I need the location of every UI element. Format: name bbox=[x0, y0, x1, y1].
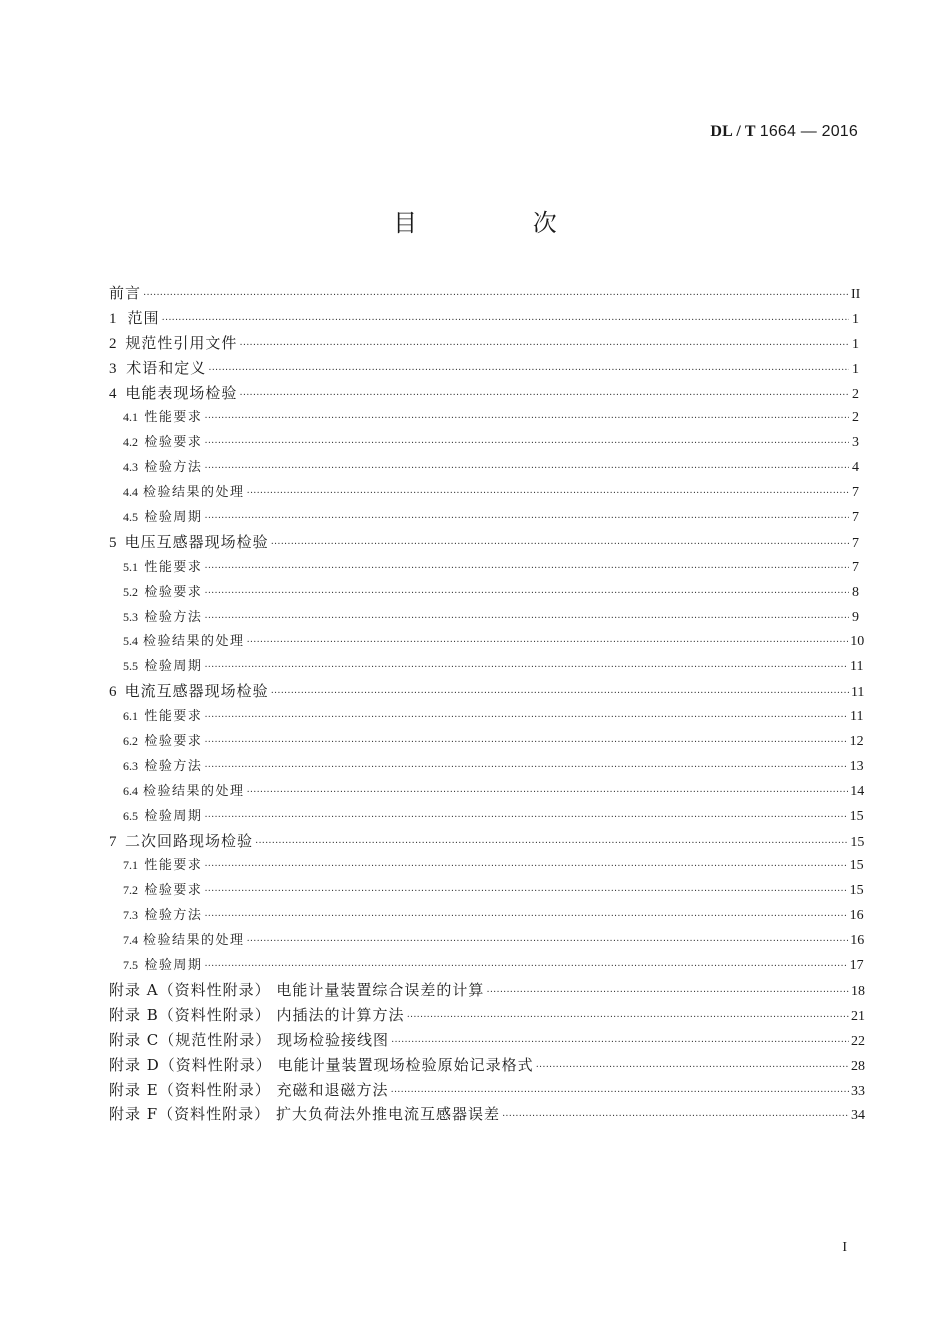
toc-leader-dots bbox=[204, 853, 847, 880]
toc-entry[interactable] bbox=[109, 381, 859, 406]
toc-entry-label: 检验方法 bbox=[144, 758, 203, 774]
document-code-prefix: DL / T bbox=[710, 123, 760, 140]
toc-entry-page: 11 bbox=[850, 709, 864, 725]
toc-entry[interactable] bbox=[109, 978, 865, 1003]
toc-leader-dots bbox=[246, 779, 848, 806]
toc-entry[interactable] bbox=[109, 704, 864, 729]
toc-entry-label: 附录 E（资料性附录） 充磁和退磁方法 bbox=[109, 1080, 389, 1099]
toc-leader-dots bbox=[204, 430, 849, 457]
toc-entry-number: 7.3 bbox=[123, 908, 138, 923]
toc-entry-label: 检验方法 bbox=[144, 609, 203, 625]
toc-entry-page: 7 bbox=[852, 535, 859, 551]
toc-leader-dots bbox=[407, 1004, 849, 1031]
toc-entry-label: 检验结果的处理 bbox=[142, 634, 245, 650]
toc-leader-dots bbox=[391, 1029, 849, 1056]
toc-entry-page: 8 bbox=[852, 584, 859, 600]
toc-entry[interactable] bbox=[109, 679, 865, 704]
toc-entry-page: 11 bbox=[850, 685, 865, 701]
toc-entry-number: 5.1 bbox=[123, 559, 138, 574]
toc-leader-dots bbox=[246, 928, 848, 955]
toc-entry-number: 4.3 bbox=[123, 460, 138, 475]
toc-entry-label: 附录 D（资料性附录） 电能计量装置现场检验原始记录格式 bbox=[109, 1055, 534, 1074]
toc-entry[interactable] bbox=[109, 356, 859, 381]
toc-entry-page: 15 bbox=[849, 883, 864, 899]
toc-entry[interactable] bbox=[109, 530, 859, 555]
toc-entry-number: 6.3 bbox=[123, 758, 138, 773]
toc-entry[interactable] bbox=[109, 580, 859, 605]
toc-entry-number: 6.5 bbox=[123, 808, 138, 823]
toc-entry-page: 11 bbox=[850, 659, 864, 675]
toc-entry-number: 7.5 bbox=[123, 958, 138, 973]
toc-entry-page: II bbox=[851, 287, 861, 302]
toc-entry[interactable] bbox=[109, 754, 864, 779]
toc-entry[interactable] bbox=[109, 1003, 865, 1028]
toc-entry-label: 性能要求 bbox=[144, 559, 203, 575]
toc-leader-dots bbox=[204, 405, 849, 432]
toc-entry[interactable] bbox=[109, 306, 859, 331]
toc-entry[interactable] bbox=[109, 555, 859, 580]
toc-entry[interactable] bbox=[109, 455, 859, 480]
toc-entry-label: 性能要求 bbox=[144, 410, 203, 426]
toc-leader-dots bbox=[239, 332, 849, 359]
toc-entry-page: 2 bbox=[852, 386, 859, 402]
toc-entry-label: 附录 C（规范性附录） 现场检验接线图 bbox=[109, 1030, 390, 1049]
toc-entry-label: 范围 bbox=[127, 308, 160, 327]
toc-entry-label: 检验要求 bbox=[144, 584, 203, 600]
toc-entry-page: 9 bbox=[852, 609, 859, 625]
toc-entry-number: 1 bbox=[109, 310, 117, 327]
toc-entry-number: 6.4 bbox=[123, 783, 138, 798]
toc-leader-dots bbox=[204, 804, 847, 831]
toc-entry-page: 10 bbox=[850, 634, 865, 650]
toc-entry[interactable] bbox=[109, 878, 864, 903]
toc-entry-number: 3 bbox=[109, 360, 117, 377]
toc-entry-page: 21 bbox=[851, 1008, 865, 1024]
toc-leader-dots bbox=[239, 382, 849, 409]
toc-entry-page: 14 bbox=[850, 783, 865, 799]
toc-entry-label: 前言 bbox=[109, 284, 142, 302]
toc-entry[interactable] bbox=[109, 281, 859, 306]
toc-entry-label: 电流互感器现场检验 bbox=[124, 682, 269, 701]
toc-entry-number: 6.2 bbox=[123, 734, 138, 749]
toc-entry[interactable] bbox=[109, 1078, 865, 1103]
toc-entry-page: 7 bbox=[852, 485, 859, 501]
toc-entry-label: 检验周期 bbox=[144, 958, 203, 974]
toc-leader-dots bbox=[204, 555, 849, 582]
toc-entry[interactable] bbox=[109, 903, 864, 928]
toc-entry[interactable] bbox=[109, 331, 859, 356]
toc-leader-dots bbox=[204, 754, 847, 781]
toc-entry-page: 17 bbox=[849, 958, 864, 974]
toc-entry-label: 检验要求 bbox=[144, 734, 203, 750]
toc-entry-number: 7 bbox=[109, 833, 117, 850]
toc-entry[interactable] bbox=[109, 729, 864, 754]
toc-entry-page: 18 bbox=[851, 983, 865, 999]
toc-entry-page: 22 bbox=[851, 1033, 865, 1049]
toc-entry-page: 3 bbox=[852, 435, 859, 451]
toc-leader-dots bbox=[246, 480, 849, 507]
toc-entry-page: 16 bbox=[850, 933, 865, 949]
toc-entry-label: 术语和定义 bbox=[126, 358, 207, 377]
toc-entry[interactable] bbox=[109, 629, 865, 654]
toc-leader-dots bbox=[486, 979, 849, 1006]
toc-entry[interactable] bbox=[109, 953, 864, 978]
toc-entry-label: 附录 B（资料性附录） 内插法的计算方法 bbox=[109, 1005, 405, 1024]
toc-entry-label: 性能要求 bbox=[144, 709, 203, 725]
toc-leader-dots bbox=[502, 1103, 849, 1130]
table-of-contents bbox=[109, 281, 865, 1127]
toc-entry-number: 7.1 bbox=[123, 858, 138, 873]
toc-entry-page: 2 bbox=[852, 410, 859, 426]
toc-entry-number: 6 bbox=[109, 684, 117, 701]
toc-entry-label: 检验结果的处理 bbox=[142, 783, 245, 799]
toc-leader-dots bbox=[204, 729, 847, 756]
toc-leader-dots bbox=[204, 605, 849, 632]
toc-entry-page: 34 bbox=[851, 1108, 865, 1124]
toc-entry-label: 检验要求 bbox=[144, 435, 203, 451]
toc-entry-number: 4.4 bbox=[123, 485, 138, 500]
toc-entry-label: 检验方法 bbox=[144, 460, 203, 476]
toc-entry-label: 附录 A（资料性附录） 电能计量装置综合误差的计算 bbox=[109, 980, 485, 999]
toc-entry-page: 1 bbox=[852, 311, 859, 327]
toc-entry-page: 1 bbox=[852, 361, 859, 377]
toc-entry[interactable] bbox=[109, 654, 864, 679]
toc-entry-number: 5.2 bbox=[123, 584, 138, 599]
toc-leader-dots bbox=[204, 903, 847, 930]
document-code bbox=[710, 123, 858, 141]
toc-entry-page: 16 bbox=[849, 908, 864, 924]
toc-entry-label: 性能要求 bbox=[144, 858, 203, 874]
toc-entry-label: 检验方法 bbox=[144, 908, 203, 924]
toc-entry-number: 5.4 bbox=[123, 634, 138, 649]
toc-entry-label: 检验周期 bbox=[144, 510, 203, 526]
toc-entry[interactable] bbox=[109, 804, 864, 829]
toc-leader-dots bbox=[204, 953, 847, 980]
toc-entry-label: 电能表现场检验 bbox=[125, 383, 238, 402]
toc-entry-page: 15 bbox=[849, 858, 864, 874]
toc-entry-number: 4.5 bbox=[123, 510, 138, 525]
toc-entry[interactable] bbox=[109, 605, 859, 630]
toc-leader-dots bbox=[204, 878, 847, 905]
document-code-number: 1664 — 2016 bbox=[759, 123, 858, 140]
toc-entry-page: 1 bbox=[852, 336, 859, 352]
toc-entry-number: 4 bbox=[109, 385, 117, 402]
toc-entry-number: 5.3 bbox=[123, 609, 138, 624]
toc-entry[interactable] bbox=[109, 480, 859, 505]
toc-entry[interactable] bbox=[109, 1053, 865, 1078]
toc-leader-dots bbox=[204, 505, 849, 532]
toc-entry-page: 13 bbox=[849, 758, 864, 774]
toc-leader-dots bbox=[204, 580, 849, 607]
toc-entry-label: 电压互感器现场检验 bbox=[124, 532, 269, 551]
toc-entry-number: 6.1 bbox=[123, 709, 138, 724]
toc-entry[interactable] bbox=[109, 928, 865, 953]
toc-entry[interactable] bbox=[109, 779, 865, 804]
toc-entry-label: 检验周期 bbox=[144, 659, 203, 675]
toc-title: 目 次 bbox=[393, 209, 611, 237]
toc-entry-page: 7 bbox=[852, 559, 859, 575]
toc-entry[interactable] bbox=[109, 853, 864, 878]
toc-entry[interactable] bbox=[109, 1102, 865, 1127]
toc-leader-dots bbox=[143, 282, 849, 309]
toc-entry-number: 5.5 bbox=[123, 659, 138, 674]
toc-leader-dots bbox=[536, 1054, 849, 1081]
toc-leader-dots bbox=[204, 704, 848, 731]
toc-entry-page: 15 bbox=[849, 808, 864, 824]
toc-leader-dots bbox=[208, 357, 849, 384]
toc-leader-dots bbox=[204, 654, 848, 681]
toc-leader-dots bbox=[391, 1079, 850, 1106]
toc-entry-page: 28 bbox=[851, 1058, 865, 1074]
toc-entry-label: 检验要求 bbox=[144, 883, 203, 899]
toc-leader-dots bbox=[271, 680, 849, 707]
toc-leader-dots bbox=[162, 307, 849, 334]
toc-leader-dots bbox=[271, 531, 849, 558]
toc-entry-number: 5 bbox=[109, 534, 117, 551]
toc-leader-dots bbox=[204, 455, 849, 482]
toc-entry[interactable] bbox=[109, 405, 859, 430]
toc-entry-number: 2 bbox=[109, 335, 117, 352]
toc-entry-page: 15 bbox=[850, 834, 865, 850]
toc-entry[interactable] bbox=[109, 505, 859, 530]
toc-entry-page: 33 bbox=[851, 1083, 865, 1099]
toc-entry-label: 检验结果的处理 bbox=[142, 485, 245, 501]
toc-entry-label: 附录 F（资料性附录） 扩大负荷法外推电流互感器误差 bbox=[109, 1105, 500, 1124]
toc-entry-page: 4 bbox=[852, 460, 859, 476]
toc-entry[interactable] bbox=[109, 430, 859, 455]
page-number: I bbox=[842, 1240, 847, 1255]
toc-entry-page: 7 bbox=[852, 510, 859, 526]
toc-entry-label: 规范性引用文件 bbox=[125, 333, 238, 352]
toc-entry-number: 4.2 bbox=[123, 435, 138, 450]
toc-entry-number: 7.4 bbox=[123, 933, 138, 948]
toc-entry-number: 7.2 bbox=[123, 883, 138, 898]
toc-entry-label: 检验结果的处理 bbox=[142, 933, 245, 949]
toc-entry[interactable] bbox=[109, 829, 865, 854]
toc-entry-label: 二次回路现场检验 bbox=[124, 831, 253, 850]
toc-entry-number: 4.1 bbox=[123, 410, 138, 425]
toc-leader-dots bbox=[255, 830, 848, 857]
toc-entry-page: 12 bbox=[849, 734, 864, 750]
toc-entry[interactable] bbox=[109, 1028, 865, 1053]
toc-leader-dots bbox=[246, 629, 848, 656]
toc-entry-label: 检验周期 bbox=[144, 808, 203, 824]
